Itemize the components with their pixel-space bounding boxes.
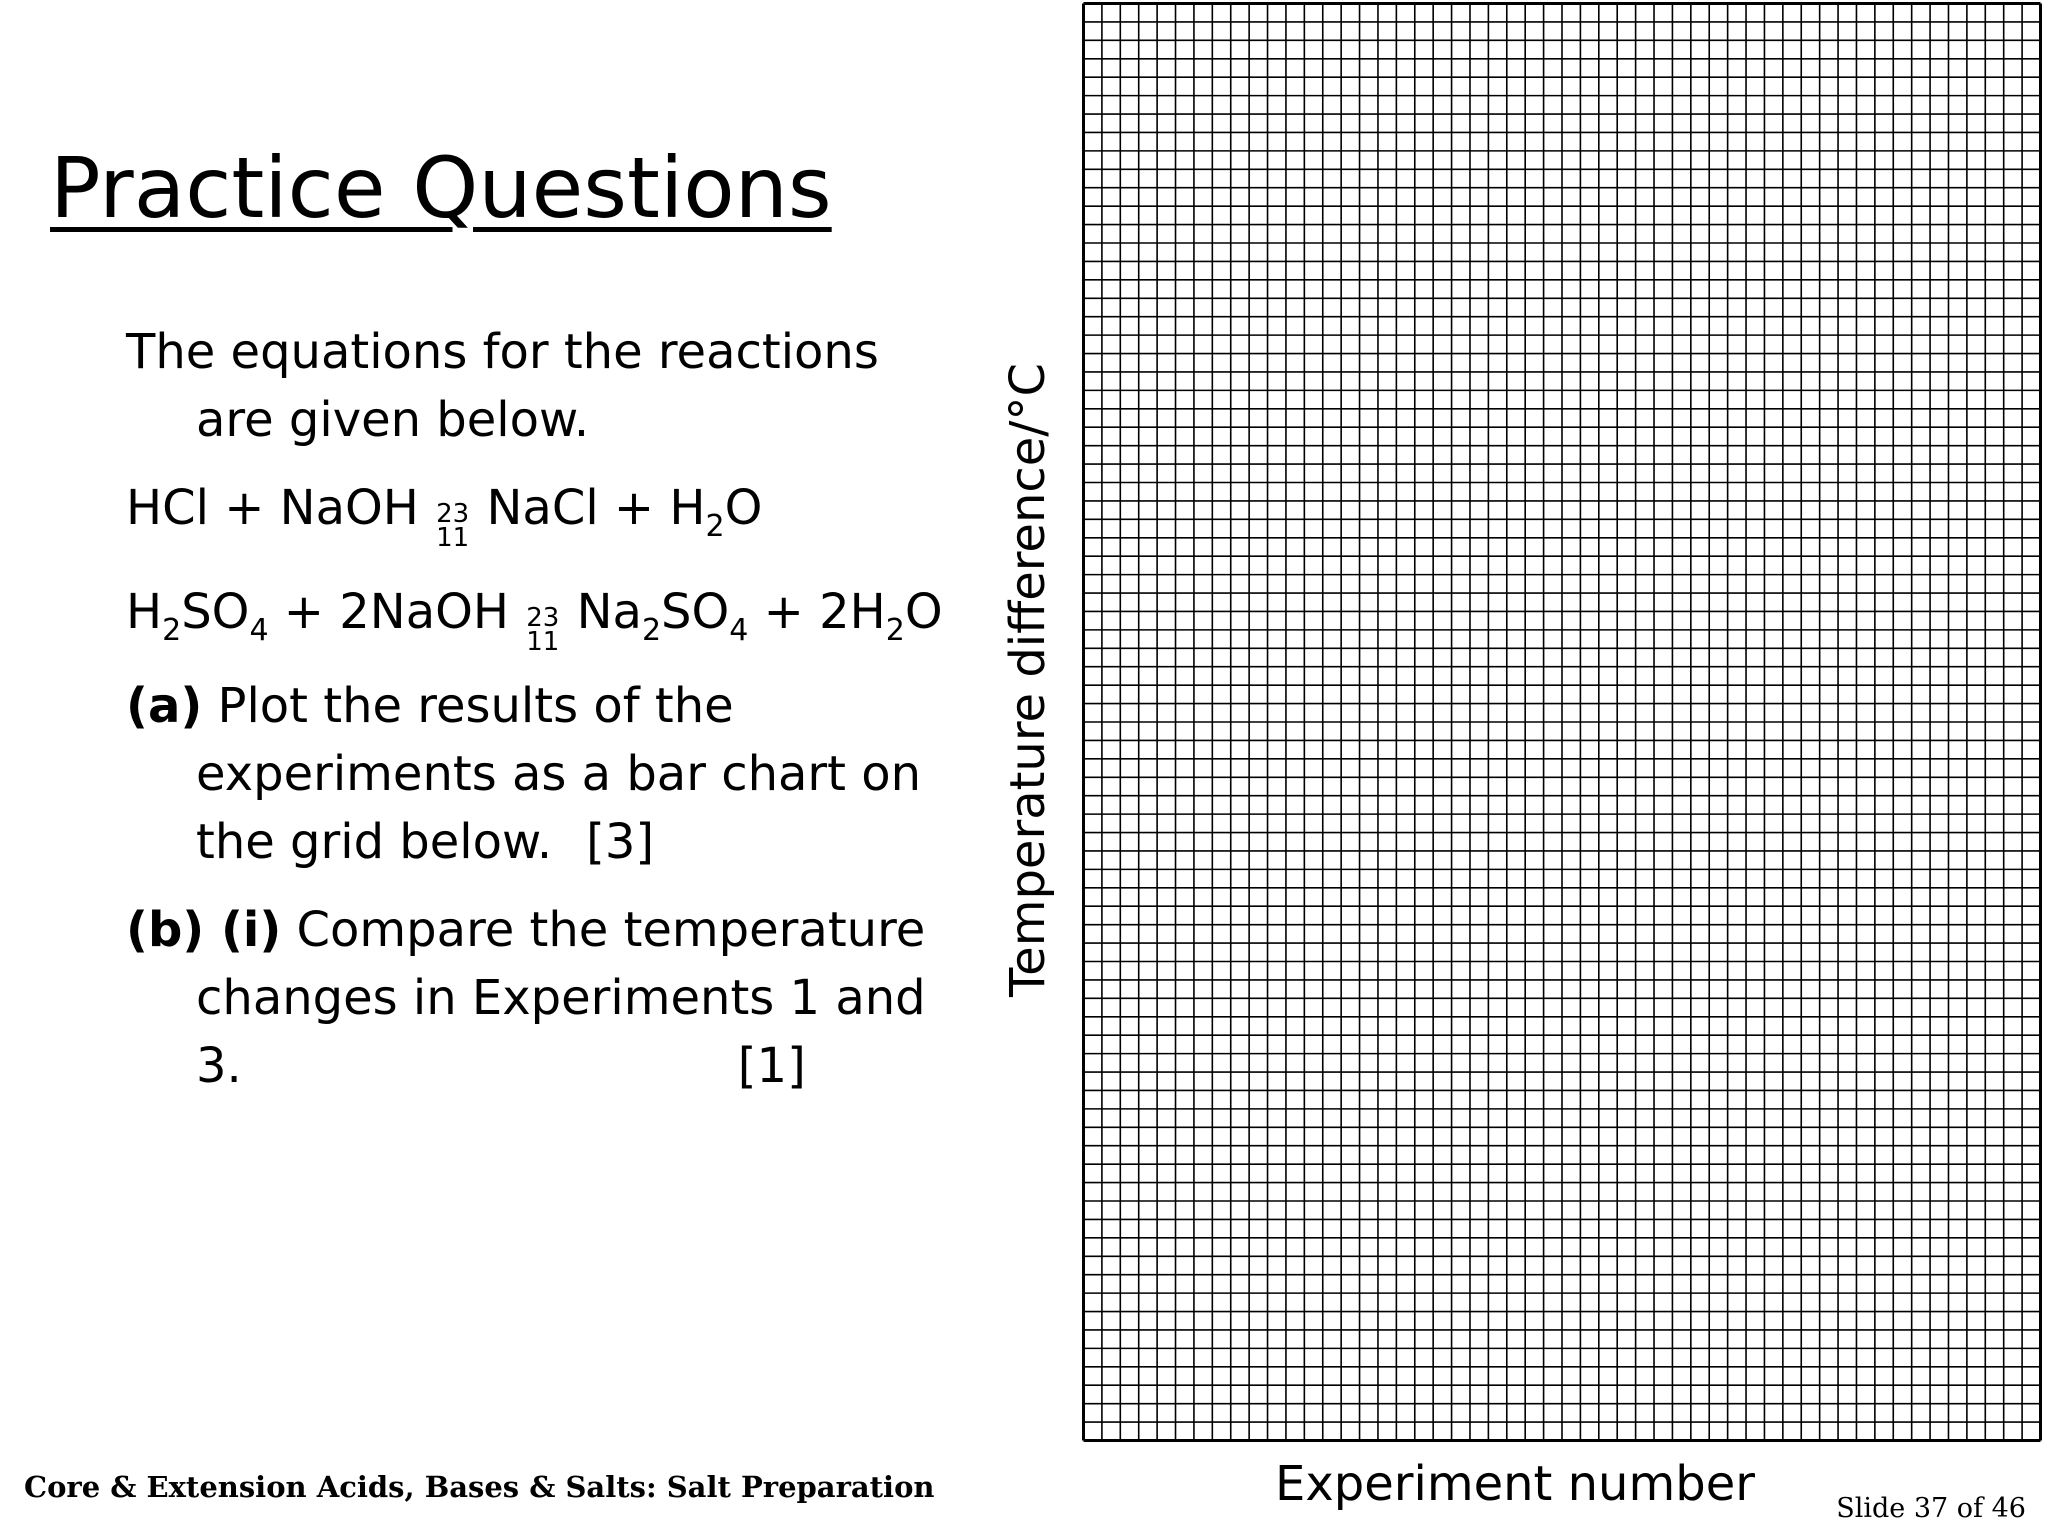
subscript: 2 <box>641 613 662 648</box>
subscript: 2 <box>885 613 905 648</box>
graph-grid-svg <box>1082 2 2042 1442</box>
slide-number: Slide 37 of 46 <box>1836 1493 2026 1524</box>
arrow-glyph-top: 23 <box>526 603 560 633</box>
equation1-product-a: NaCl + H <box>486 480 706 536</box>
slide-title: Practice Questions <box>50 139 832 237</box>
arrow-glyph-bottom: 11 <box>436 523 470 553</box>
intro-text: The equations for the reactions are given below. <box>126 324 879 448</box>
equation2-part: O <box>904 584 943 640</box>
question-b-label: (b) (i) <box>126 902 282 958</box>
footer-title: Core & Extension Acids, Bases & Salts: Salt Preparation <box>24 1470 935 1504</box>
question-text-block <box>126 318 946 1120</box>
subscript: 2 <box>705 509 725 544</box>
equation-h2so4-naoh <box>126 578 946 657</box>
equation-hcl-naoh <box>126 474 946 553</box>
equation2-part: + 2NaOH <box>268 584 509 640</box>
equation2-part: SO <box>661 584 730 640</box>
question-a-label: (a) <box>126 678 203 734</box>
subscript: 4 <box>729 613 749 648</box>
question-b-text: Compare the temperature changes in Experiments 1 and 3. <box>196 902 926 1094</box>
reaction-arrow-symbol <box>436 499 470 553</box>
equation1-product-b: O <box>724 480 763 536</box>
arrow-glyph-top: 23 <box>436 499 470 529</box>
subscript: 4 <box>249 613 269 648</box>
y-axis-label: Temperature difference/°C <box>1000 363 1056 997</box>
reaction-arrow-symbol <box>526 603 560 657</box>
question-a: (a) Plot the results of the experiments as a bar chart on the grid below. [3] <box>126 678 922 870</box>
subscript: 2 <box>162 613 182 648</box>
graph-paper-grid <box>1082 2 2042 1442</box>
arrow-glyph-bottom: 11 <box>526 627 560 657</box>
equation2-part: + 2H <box>748 584 886 640</box>
x-axis-label: Experiment number <box>1275 1456 1755 1512</box>
equation2-part: Na <box>576 584 642 640</box>
equation2-part: H <box>126 584 163 640</box>
equation1-reactants: HCl + NaOH <box>126 480 419 536</box>
question-a-text: Plot the results of the experiments as a bar chart on the grid below. <box>196 678 922 870</box>
question-b-i: (b) (i) Compare the temperature changes in Experiments 1 and 3. [1] <box>126 902 926 1094</box>
equation2-part: SO <box>181 584 250 640</box>
